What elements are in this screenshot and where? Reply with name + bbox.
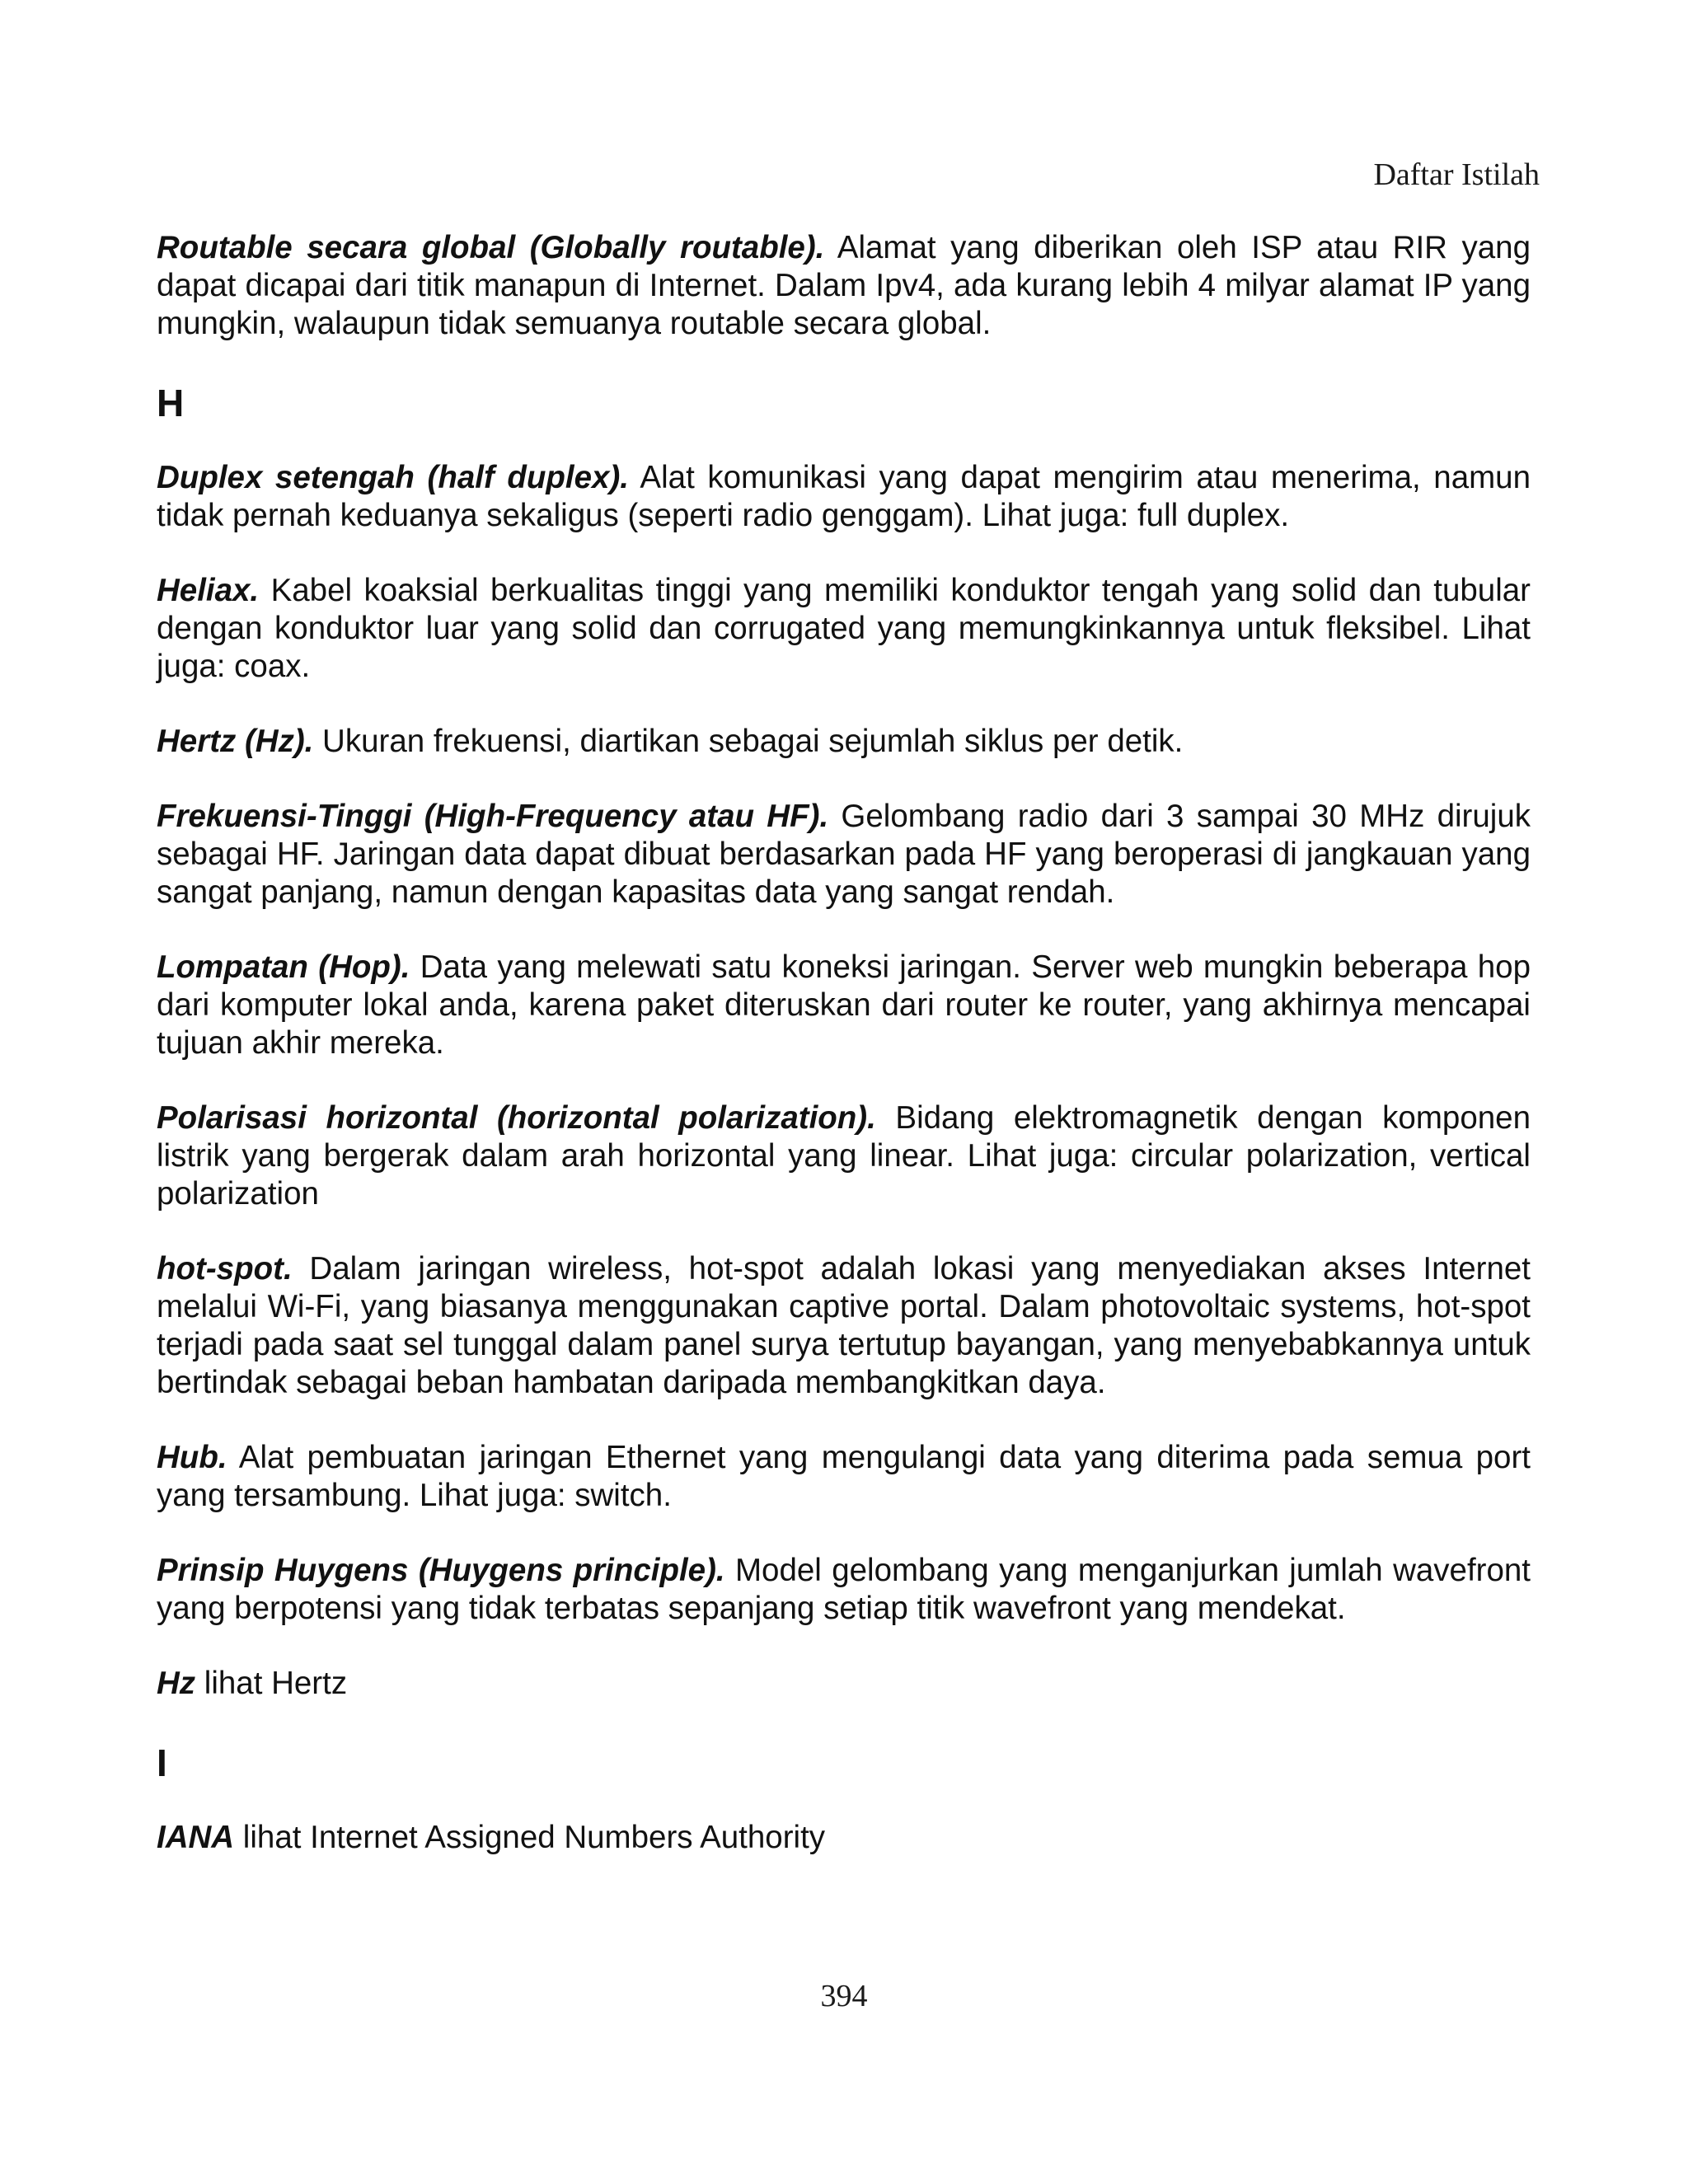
glossary-entry-iana — [157, 1819, 1531, 1857]
section-heading-i: I — [157, 1741, 167, 1784]
glossary-term: Frekuensi-Tinggi (High-Frequency atau HF). — [157, 799, 829, 834]
glossary-entry-huygens-principle — [157, 1552, 1531, 1628]
glossary-entry-heliax — [157, 572, 1531, 686]
glossary-definition: Bidang elektromagnetik dengan komponen listrik yang bergerak dalam arah horizontal yang linear. Lihat juga: circular polarization, vertical polarization — [157, 1100, 1531, 1212]
glossary-definition: Model gelombang yang menganjurkan jumlah wavefront yang berpotensi yang tidak terbatas sepanjang setiap titik wavefront yang mendekat. — [157, 1553, 1531, 1626]
glossary-entry-hertz — [157, 723, 1531, 761]
page-header-title: Daftar Istilah — [1373, 157, 1540, 192]
glossary-definition: Alat pembuatan jaringan Ethernet yang mengulangi data yang diterima pada semua port yang tersambung. Lihat juga: switch. — [157, 1440, 1531, 1513]
glossary-entry-half-duplex — [157, 459, 1531, 535]
glossary-term: Polarisasi horizontal (horizontal polarization). — [157, 1100, 876, 1136]
glossary-definition: Ukuran frekuensi, diartikan sebagai sejumlah siklus per detik. — [313, 724, 1184, 759]
glossary-entry-horizontal-polarization — [157, 1099, 1531, 1213]
glossary-entry-globally-routable — [157, 229, 1531, 343]
glossary-definition: Alamat yang diberikan oleh ISP atau RIR yang dapat dicapai dari titik manapun di Internet. Dalam Ipv4, ada kurang lebih 4 milyar alamat IP yang mungkin, walaupun tidak semuanya routable secara global. — [157, 230, 1531, 341]
glossary-entry-hop — [157, 949, 1531, 1062]
glossary-definition: Data yang melewati satu koneksi jaringan. Server web mungkin beberapa hop dari komputer lokal anda, karena paket diteruskan dari router ke router, yang akhirnya mencapai tujuan akhir mereka. — [157, 949, 1531, 1061]
glossary-term: Hz — [157, 1666, 196, 1701]
glossary-term: Duplex setengah (half duplex). — [157, 460, 629, 495]
glossary-term: Heliax. — [157, 573, 260, 608]
glossary-definition: lihat Hertz — [195, 1666, 348, 1701]
glossary-content — [157, 229, 1531, 1894]
glossary-term: Hub. — [157, 1440, 227, 1475]
glossary-definition: Dalam jaringan wireless, hot-spot adalah lokasi yang menyediakan akses Internet melalui Wi-Fi, yang biasanya menggunakan captive portal. Dalam photovoltaic systems, hot-spot terjadi pada saat sel tunggal dalam panel surya tertutup bayangan, yang menyebabkannya untuk bertindak sebagai beban hambatan daripada membangkitkan daya. — [157, 1251, 1531, 1400]
glossary-definition: Kabel koaksial berkualitas tinggi yang memiliki konduktor tengah yang solid dan tubular dengan konduktor luar yang solid dan corrugated yang memungkinkannya untuk fleksibel. Lihat juga: coax. — [157, 573, 1531, 684]
glossary-term: Prinsip Huygens (Huygens principle). — [157, 1553, 725, 1588]
glossary-term: Hertz (Hz). — [157, 724, 314, 759]
glossary-term: Routable secara global (Globally routable). — [157, 230, 825, 265]
page-number: 394 — [820, 1979, 868, 2013]
glossary-term: Lompatan (Hop). — [157, 949, 410, 985]
glossary-term: IANA — [157, 1820, 235, 1855]
glossary-definition: Gelombang radio dari 3 sampai 30 MHz dirujuk sebagai HF. Jaringan data dapat dibuat berdasarkan pada HF yang beroperasi di jangkauan yang sangat panjang, namun dengan kapasitas data yang sangat rendah. — [157, 799, 1531, 910]
glossary-entry-hz — [157, 1665, 1531, 1703]
glossary-definition: Alat komunikasi yang dapat mengirim atau menerima, namun tidak pernah keduanya sekaligus (seperti radio genggam). Lihat juga: full duplex. — [157, 460, 1531, 533]
glossary-entry-hub — [157, 1439, 1531, 1515]
glossary-definition: lihat Internet Assigned Numbers Authority — [234, 1820, 826, 1855]
section-heading-h: H — [157, 382, 185, 424]
glossary-entry-high-frequency — [157, 798, 1531, 912]
glossary-term: hot-spot. — [157, 1251, 293, 1286]
glossary-entry-hot-spot — [157, 1250, 1531, 1402]
